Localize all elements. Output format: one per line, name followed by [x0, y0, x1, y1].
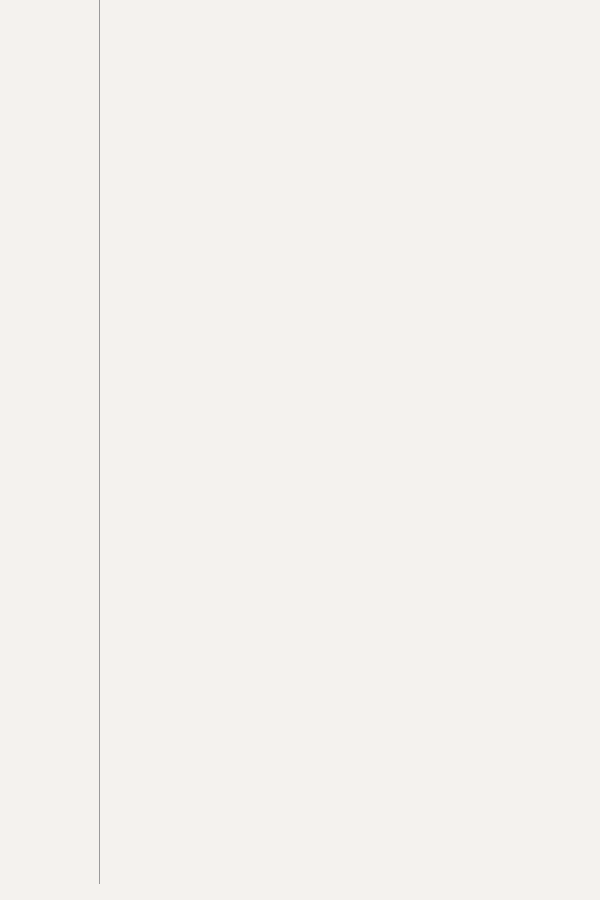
column-divider — [99, 0, 100, 884]
